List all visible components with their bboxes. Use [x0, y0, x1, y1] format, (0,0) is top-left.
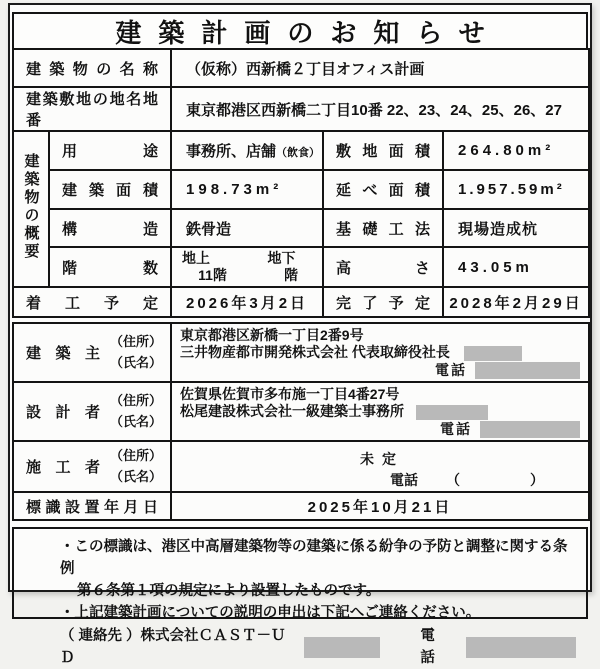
owner-paren-labels — [110, 332, 170, 374]
overview-side-label: 建築物の概要 — [22, 153, 40, 261]
designer-paren-labels — [110, 391, 170, 433]
height-value: 43.05m — [443, 247, 589, 287]
owner-paren-addr: （住所） — [110, 333, 163, 349]
site-address-row — [13, 87, 589, 131]
owner-name: 三井物産都市開発株式会社 代表取締役社長 — [180, 344, 450, 360]
owner-name-line — [180, 344, 584, 361]
total-floor-area-label: 延べ面積 — [323, 170, 443, 209]
contractor-label-wrap — [14, 446, 170, 488]
designer-label-cell — [13, 382, 171, 441]
site-address-label: 建築敷地の地名地番 — [13, 87, 171, 131]
building-name-row — [13, 49, 589, 87]
foundation-label: 基礎工法 — [323, 209, 443, 247]
construction-notice-board — [8, 3, 592, 666]
usage-value: 事務所、店舗 — [186, 143, 277, 160]
contact-phone-redacted — [466, 637, 576, 658]
designer-label-wrap — [14, 391, 170, 433]
contact-phone-label: 電話 — [420, 628, 437, 666]
floors-value-cell — [171, 247, 323, 287]
notice-title: 建築計画のお知らせ — [115, 17, 502, 48]
designer-address: 佐賀県佐賀市多布施一丁目4番27号 — [180, 386, 400, 402]
start-date-value: 2026年3月2日 — [171, 287, 323, 317]
site-area-label: 敷地面積 — [323, 131, 443, 170]
usage-label: 用途 — [49, 131, 171, 170]
contractor-phone-value: （ ） — [446, 472, 558, 488]
overview-side-label-cell — [13, 131, 49, 287]
end-date-value: 2028年2月29日 — [443, 287, 589, 317]
notice-title-box — [12, 12, 588, 50]
notes-box — [12, 527, 588, 666]
floors-above-value: 11階 — [198, 267, 227, 283]
foundation-value: 現場造成杭 — [443, 209, 589, 247]
contractor-paren-name: （氏名） — [110, 468, 163, 484]
building-summary-table — [12, 48, 590, 318]
contractor-phone-line — [180, 472, 584, 489]
owner-label-wrap — [14, 332, 170, 374]
usage-row — [13, 131, 589, 170]
floors-label: 階数 — [49, 247, 171, 287]
owner-label-cell — [13, 323, 171, 382]
contractor-label-cell — [13, 441, 171, 492]
note-line-2: 第６条第１項の規定により設置したものです。 — [77, 583, 381, 599]
building-area-value: 198.73m² — [171, 170, 323, 209]
building-name-value: （仮称）西新橋２丁目オフィス計画 — [171, 49, 589, 87]
note-line-1: ・この標識は、港区中高層建築物等の建築に係る紛争の予防と調整に関する条例 — [60, 539, 568, 577]
floors-below-label: 地下 — [267, 250, 296, 266]
contractor-paren-labels — [110, 446, 170, 488]
designer-phone-redacted — [480, 421, 580, 438]
structure-label: 構造 — [49, 209, 171, 247]
site-address-value: 東京都港区西新橋二丁目10番 22、23、24、25、26、27 — [171, 87, 589, 131]
owner-paren-name: （氏名） — [110, 354, 163, 370]
usage-value-cell — [171, 131, 323, 170]
building-name-label: 建築物の名称 — [13, 49, 171, 87]
contractor-value: 未定 — [360, 451, 404, 467]
building-area-row — [13, 170, 589, 209]
sign-date-label: 標識設置年月日 — [13, 492, 171, 520]
building-area-label: 建築面積 — [49, 170, 171, 209]
designer-paren-addr: （住所） — [110, 392, 163, 408]
designer-name-line — [180, 403, 584, 420]
floors-grid — [172, 248, 322, 286]
total-floor-area-value: 1.957.59m² — [443, 170, 589, 209]
contractor-row — [13, 441, 589, 492]
owner-phone-redacted — [475, 362, 580, 379]
sign-date-value: 2025年10月21日 — [171, 492, 589, 520]
structure-row — [13, 209, 589, 247]
designer-name-redacted — [416, 405, 488, 420]
owner-phone-line — [180, 362, 584, 379]
designer-label: 設計者 — [26, 404, 100, 421]
start-date-label: 着工予定 — [13, 287, 171, 317]
sign-date-row — [13, 492, 589, 520]
contact-prefix: （ 連絡先 ）株式会社ＣＡＳＴ－ＵＤ — [60, 628, 286, 666]
usage-note: （飲食） — [276, 147, 321, 159]
contact-name-redacted — [304, 637, 381, 658]
contractor-phone-label: 電話 — [390, 472, 418, 488]
designer-phone-label: 電話 — [440, 421, 472, 437]
schedule-row — [13, 287, 589, 317]
floors-row — [13, 247, 589, 287]
owner-phone-label: 電話 — [435, 362, 467, 378]
owner-row — [13, 323, 589, 382]
owner-address: 東京都港区新橋一丁目2番9号 — [180, 327, 364, 343]
owner-name-redacted — [464, 346, 522, 361]
note-contact-line — [60, 625, 576, 669]
height-label: 高さ — [323, 247, 443, 287]
owner-value-cell — [171, 323, 589, 382]
designer-phone-line — [180, 421, 584, 438]
floors-below-value: 階 — [284, 267, 299, 283]
designer-value-cell — [171, 382, 589, 441]
structure-value: 鉄骨造 — [171, 209, 323, 247]
contractor-paren-addr: （住所） — [110, 447, 163, 463]
note-line-3: ・上記建築計画についての説明の申出は下記へご連絡ください。 — [60, 605, 481, 621]
designer-row — [13, 382, 589, 441]
contractor-label: 施工者 — [26, 459, 100, 476]
parties-table — [12, 322, 590, 521]
end-date-label: 完了予定 — [323, 287, 443, 317]
designer-paren-name: （氏名） — [110, 413, 163, 429]
owner-label: 建築主 — [26, 345, 100, 362]
floors-above-label: 地上 — [182, 250, 211, 266]
site-area-value: 264.80m² — [443, 131, 589, 170]
designer-name: 松尾建設株式会社一級建築士事務所 — [180, 403, 404, 419]
contractor-value-cell — [171, 441, 589, 492]
